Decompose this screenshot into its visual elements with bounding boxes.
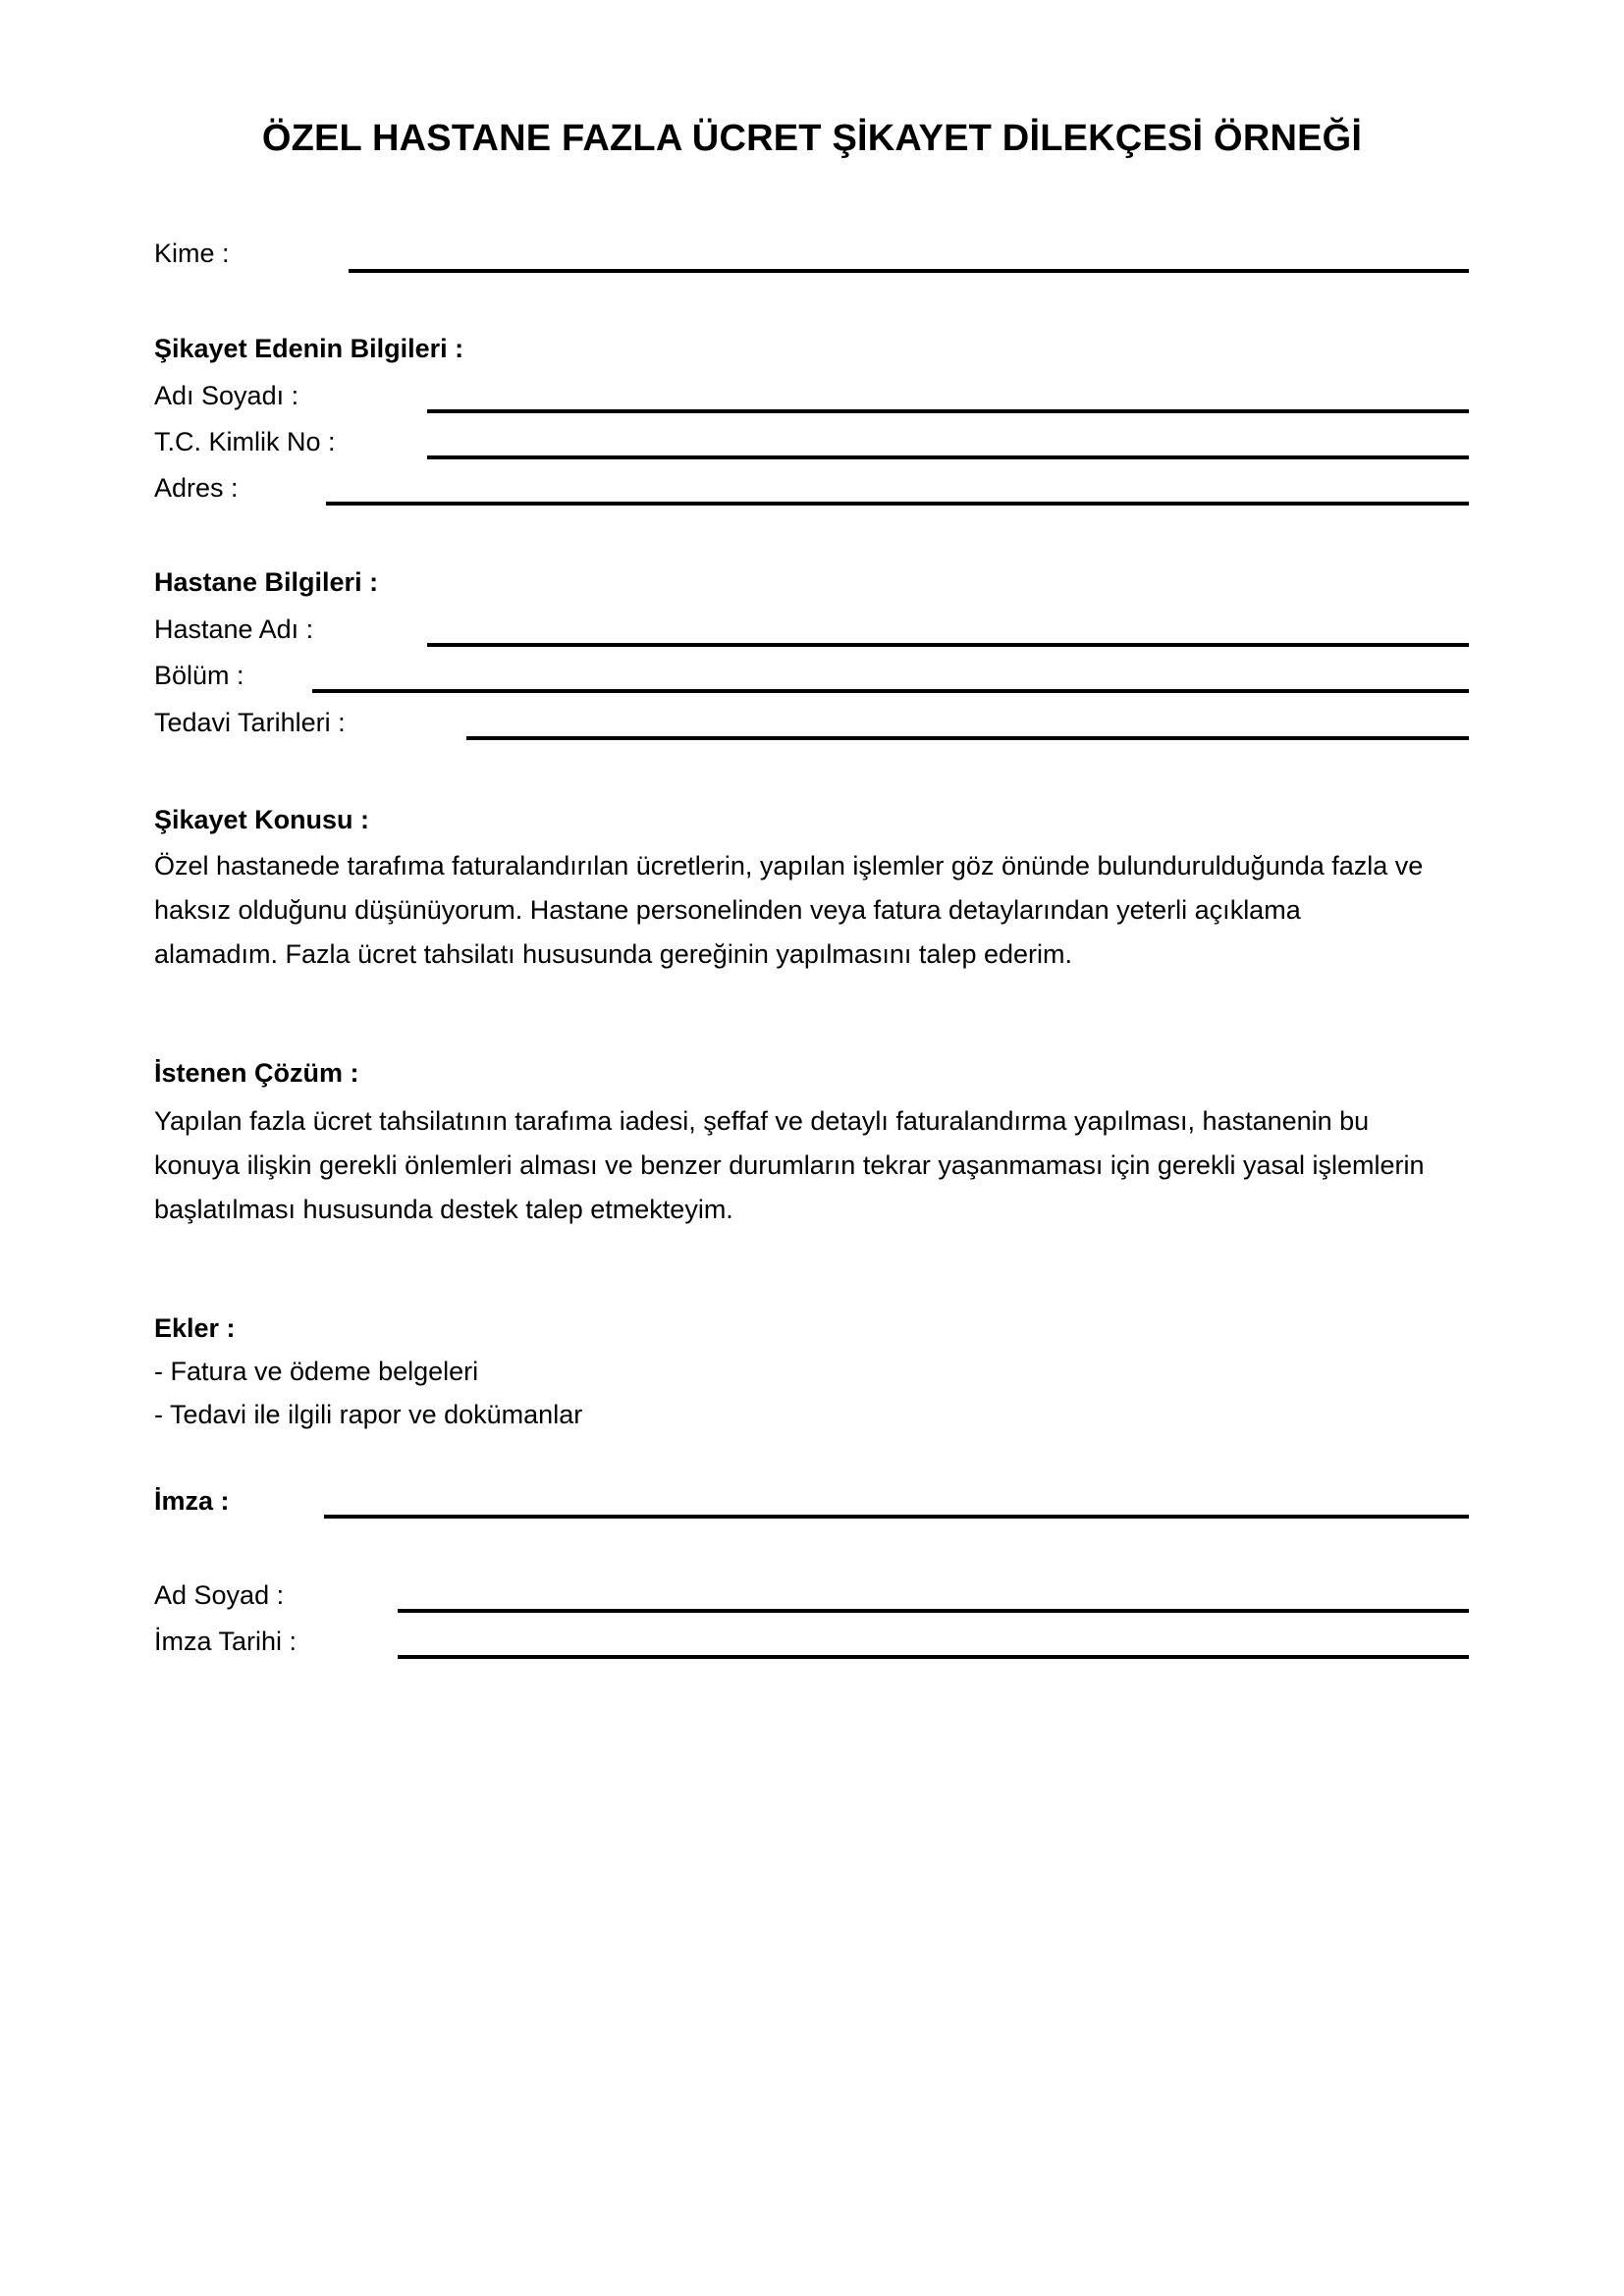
complaint-body-line-2: haksız olduğunu düşünüyorum. Hastane personelinden veya fatura detaylarından yeterli açıklama (154, 895, 1301, 925)
complaint-body-line-3: alamadım. Fazla ücret tahsilatı hususunda gereğinin yapılmasını talep ederim. (154, 939, 1072, 969)
attachment-item-1: - Fatura ve ödeme belgeleri (154, 1357, 479, 1386)
name-blank-line (427, 409, 1469, 413)
hospital-name-label: Hastane Adı : (154, 614, 314, 644)
hospital-name-blank-line (427, 643, 1469, 647)
hospital-section-heading: Hastane Bilgileri : (154, 567, 379, 597)
signature-date-blank-line (398, 1655, 1469, 1659)
complaint-section-heading: Şikayet Konusu : (154, 805, 370, 834)
resolution-body-line-1: Yapılan fazla ücret tahsilatının tarafıma iadesi, şeffaf ve detaylı faturalandırma yapılması, hastanenin bu (154, 1106, 1370, 1136)
attachments-section-heading: Ekler : (154, 1313, 236, 1343)
national-id-label: T.C. Kimlik No : (154, 427, 336, 456)
kime-label: Kime : (154, 239, 230, 268)
resolution-section-heading: İstenen Çözüm : (154, 1058, 359, 1088)
resolution-body-line-3: başlatılması hususunda destek talep etmekteyim. (154, 1195, 733, 1224)
kime-blank-line (349, 269, 1469, 273)
attachment-item-2: - Tedavi ile ilgili rapor ve dokümanlar (154, 1400, 583, 1429)
department-blank-line (312, 689, 1469, 693)
national-id-blank-line (427, 455, 1469, 459)
signature-date-label: İmza Tarihi : (154, 1627, 298, 1656)
treatment-dates-label: Tedavi Tarihleri : (154, 708, 346, 737)
document-title: ÖZEL HASTANE FAZLA ÜCRET ŞİKAYET DİLEKÇESİ ÖRNEĞİ (261, 118, 1363, 159)
department-label: Bölüm : (154, 661, 244, 690)
signer-name-blank-line (398, 1609, 1469, 1613)
signature-blank-line (324, 1515, 1469, 1519)
address-blank-line (326, 502, 1469, 506)
complainant-section-heading: Şikayet Edenin Bilgileri : (154, 334, 464, 363)
name-label: Adı Soyadı : (154, 381, 299, 410)
address-label: Adres : (154, 473, 239, 503)
signer-name-label: Ad Soyad : (154, 1580, 285, 1610)
treatment-dates-blank-line (466, 736, 1469, 740)
signature-label: İmza : (154, 1486, 230, 1516)
complaint-body-line-1: Özel hastanede tarafıma faturalandırılan ücretlerin, yapılan işlemler göz önünde bulundurulduğunda fazla ve (154, 851, 1424, 881)
resolution-body-line-2: konuya ilişkin gerekli önlemleri alması ve benzer durumların tekrar yaşanmaması için gerekli yasal işlemlerin (154, 1150, 1425, 1180)
